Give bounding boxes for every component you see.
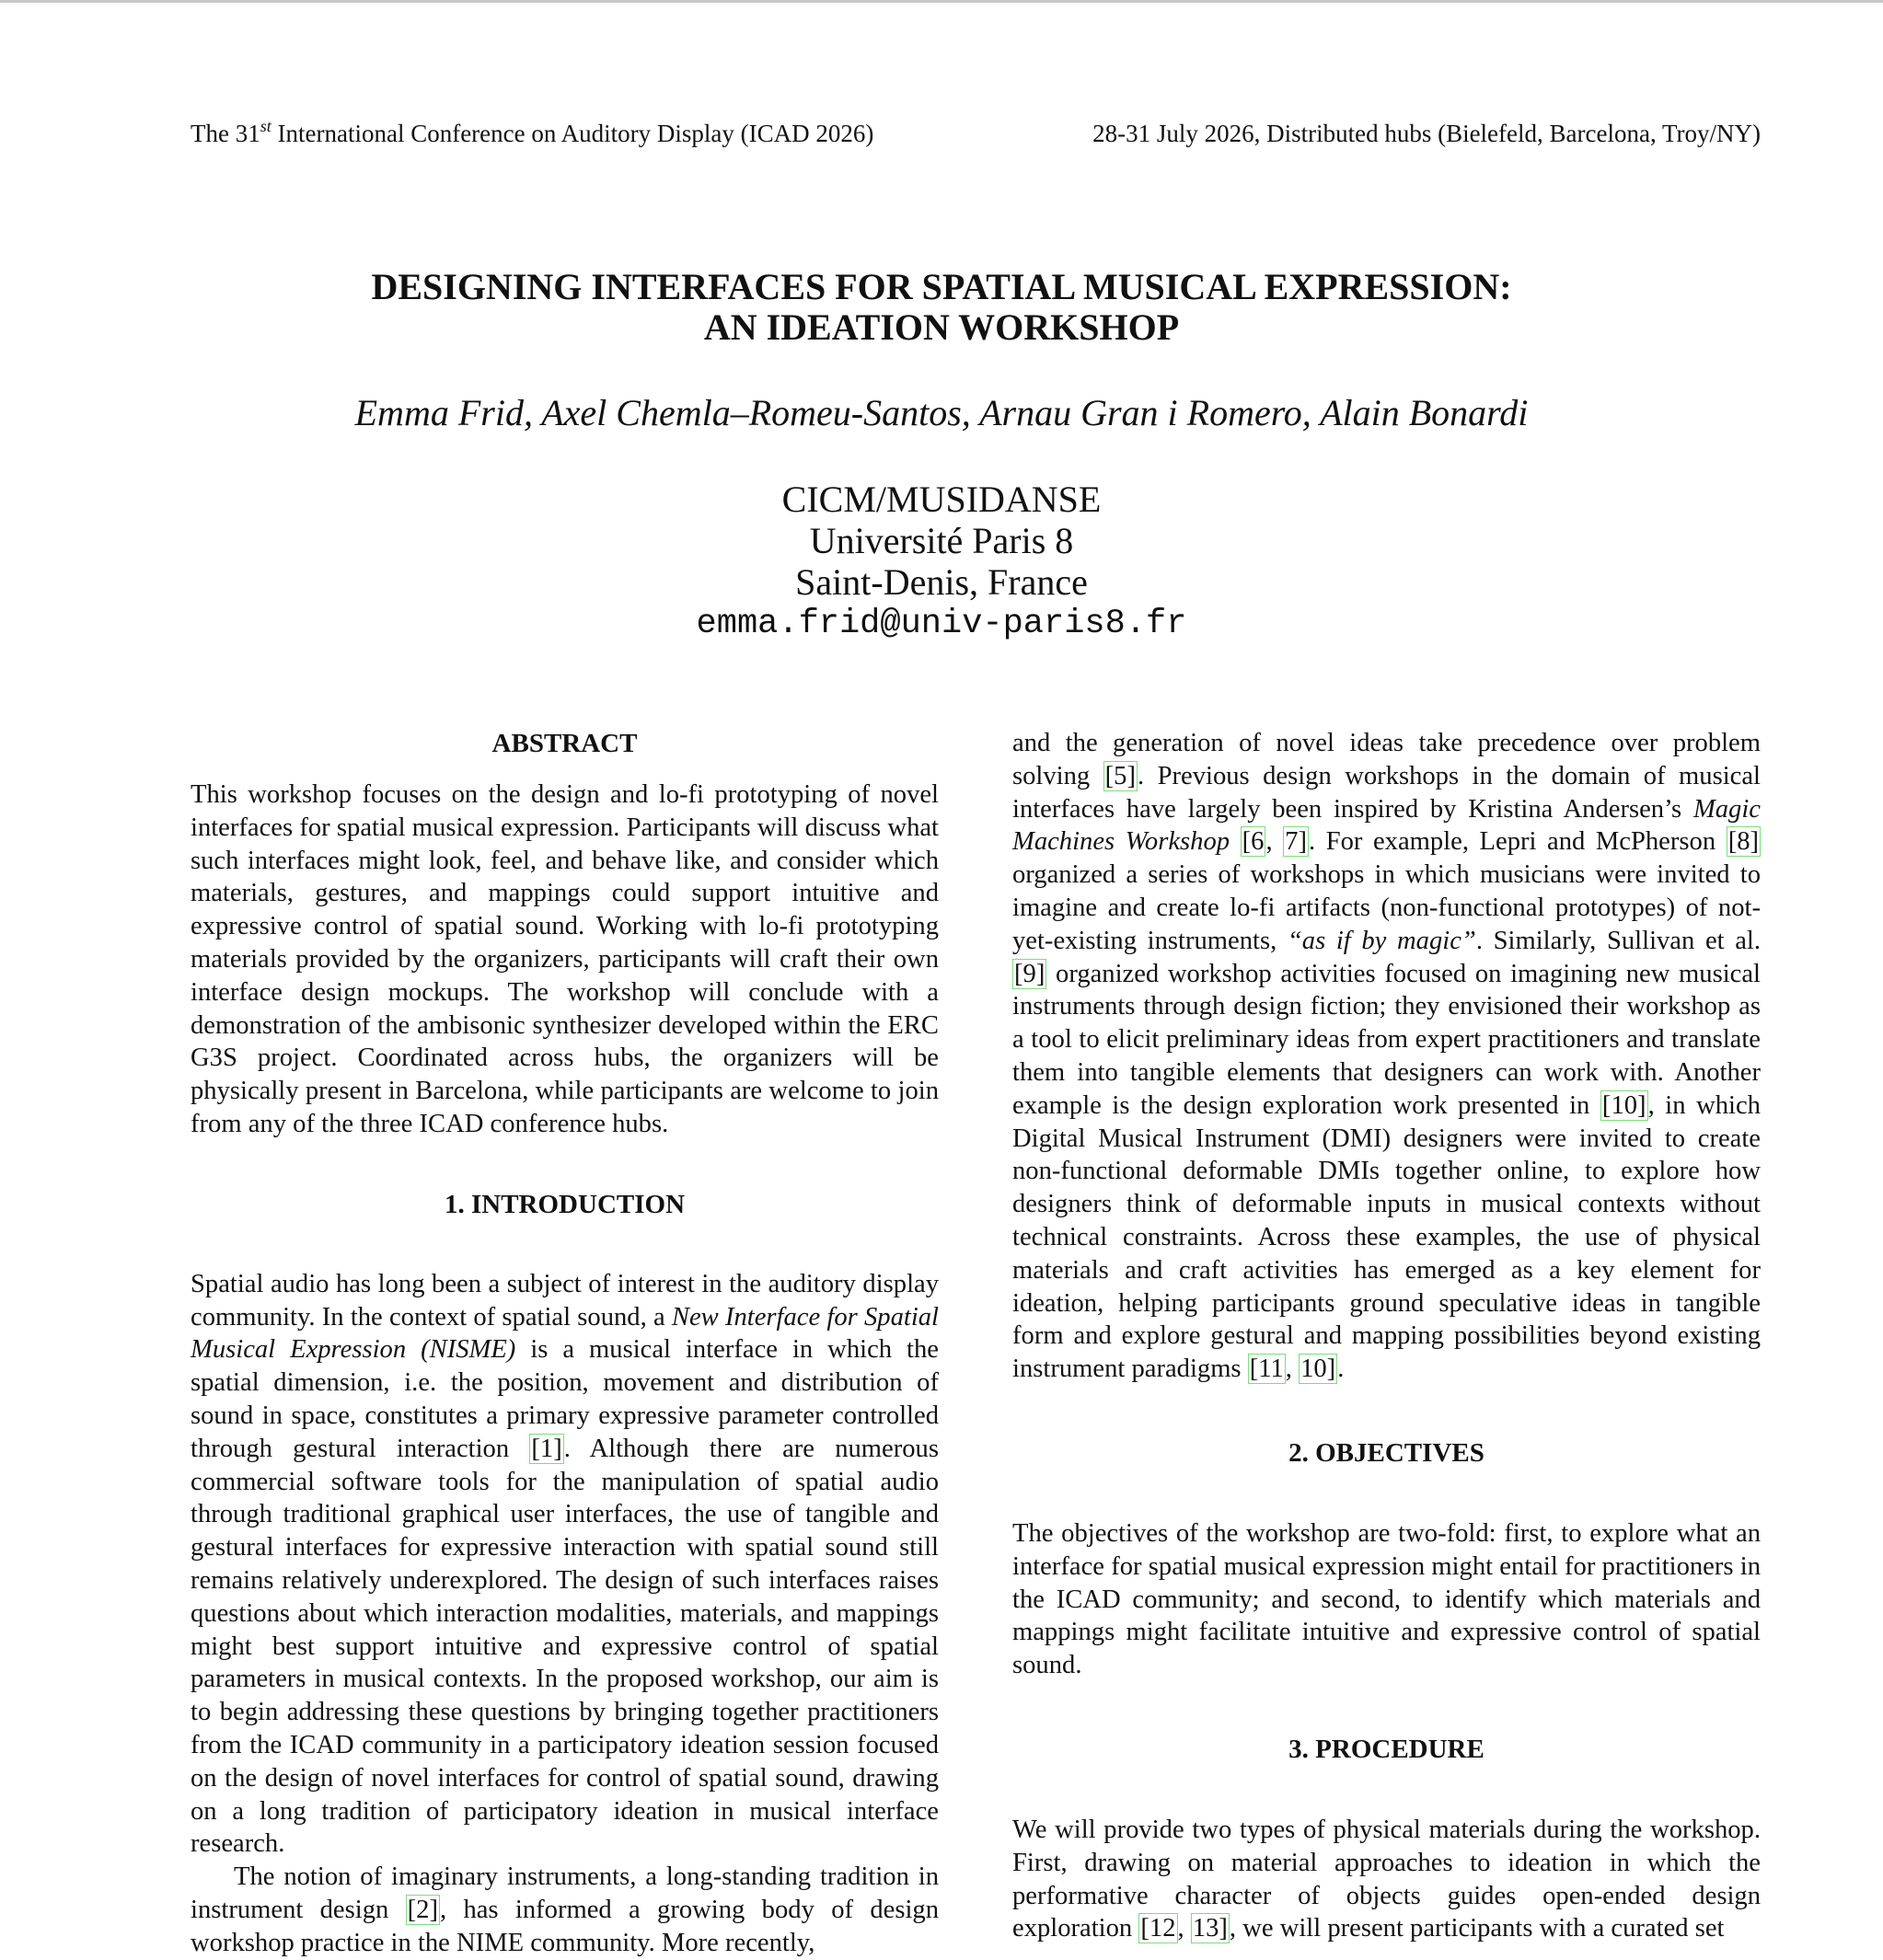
contact-email: emma.frid@univ-paris8.fr [696,605,1187,643]
introduction-paragraph-1: Spatial audio has long been a subject of interest in the auditory display community. In the context of spatial sound, a New Interface for Spatial Musical Expression (NISME) is a musical interface in which the spatial dimension, i.e. the position, movement and distribution of sound in space, constitutes a primary expressive parameter controlled through gestural interaction [1]. Although there are numerous commercial software tools for the manipulation of spatial audio through traditional graphical user interfaces, the use of tangible and gestural interfaces for expressive interaction with spatial sound still remains relatively underexplored. The design of such interfaces raises questions about which interaction modalities, materials, and mappings might best support intuitive and expressive control of spatial parameters in musical contexts. In the proposed workshop, our aim is to begin addressing these questions by bringing together practitioners from the ICAD community in a participatory ideation session focused on the design of novel interfaces for control of spatial sound, drawing on a long tradition of participatory ideation in musical interface research. [191,1269,939,1859]
citation-link[interactable]: [11 [1249,1355,1284,1384]
introduction-paragraph-2: The notion of imaginary instruments, a long-standing tradition in instrument design [2], has informed a growing body of design workshop practice in the NIME community. More recently, [191,1862,939,1957]
citation-link[interactable]: [2] [407,1895,438,1924]
affiliation-lab: CICM/MUSIDANSE [781,478,1102,520]
running-header-dates: 28-31 July 2026, Distributed hubs (Bielefeld, Barcelona, Troy/NY) [1092,120,1761,147]
header-conference-name: International Conference on Auditory Display (ICAD 2026) [271,120,874,147]
abstract-text: This workshop focuses on the design and lo-fi prototyping of novel interfaces for spatial musical expression. Participants will discuss what such interfaces might look, feel, and behave like, and consider which materials, gestures, and mappings could support intuitive and expressive control of spatial sound. Working with lo-fi prototyping materials provided by the organizers, participants will craft their own interface design mockups. The workshop will conclude with a demonstration of the ambisonic synthesizer developed within the ERC G3S project. Coordinated across hubs, the organizers will be physically present in Barcelona, while participants are welcome to join from any of the three ICAD conference hubs. [191,780,939,1138]
introduction-heading: 1. INTRODUCTION [444,1189,686,1219]
magic-machines-title: Magic Machines Workshop [1012,794,1761,857]
title-line-2: AN IDEATION WORKSHOP [703,306,1180,348]
citation-link[interactable]: [10] [1601,1090,1646,1120]
nisme-term: New Interface for Spatial Musical Expression (NISME) [191,1302,939,1365]
objectives-text: The objectives of the workshop are two-fold: first, to explore what an interface for spatial musical expression might entail for practitioners in the ICAD community; and second, to identify which materials and mappings might facilitate intuitive and expressive control of spatial sound. [1012,1518,1761,1680]
citation-link[interactable]: [12 [1140,1914,1176,1943]
affiliation-university: Université Paris 8 [809,520,1074,561]
abstract-heading: ABSTRACT [491,729,638,758]
author-list: Emma Frid, Axel Chemla–Romeu-Santos, Arnau Gran i Romero, Alain Bonardi [354,392,1529,433]
citation-link[interactable]: [5] [1104,761,1136,790]
page-top-border [0,0,1883,3]
affiliation-block [0,478,1883,645]
citation-link[interactable]: 10] [1300,1355,1336,1384]
citation-link[interactable]: 13] [1192,1914,1228,1943]
citation-link[interactable]: 7] [1285,827,1307,857]
citation-link[interactable]: [8] [1727,827,1760,857]
right-column [1012,727,1761,1945]
procedure-heading: 3. PROCEDURE [1288,1734,1484,1764]
objectives-heading: 2. OBJECTIVES [1288,1437,1484,1468]
as-if-by-magic-quote: “as if by magic” [1287,926,1476,955]
left-column [191,727,939,1960]
affiliation-location: Saint-Denis, France [795,561,1088,603]
citation-link[interactable]: [1] [531,1434,562,1463]
header-conference-prefix: The 31 [191,120,260,147]
citation-link[interactable]: [9] [1014,959,1045,988]
paper-title [0,267,1883,348]
citation-link[interactable]: [6 [1242,827,1265,857]
procedure-text: We will provide two types of physical materials during the workshop. First, drawing on material approaches to ideation in which the performative character of objects guides open-ended design exploration [12, 13], we will present participants with a curated set [1012,1815,1761,1943]
introduction-continuation: and the generation of novel ideas take precedence over problem solving [5]. Previous design workshops in the domain of musical interfaces have largely been inspired by Kristina Andersen’s Magic Machines Workshop [6, 7]. For example, Lepri and McPherson [8] organized a series of workshops in which musicians were invited to imagine and create lo-fi artifacts (non-functional prototypes) of not-yet-existing instruments, “as if by magic”. Similarly, Sullivan et al. [9] organized workshop activities focused on imagining new musical instruments through design fiction; they envisioned their workshop as a tool to elicit preliminary ideas from expert practitioners and translate them into tangible elements that designers can work with. Another example is the design exploration work presented in [10], in which Digital Musical Instrument (DMI) designers were invited to create non-functional deformable DMIs together online, to explore how designers think of deformable inputs in musical contexts without technical constraints. Across these examples, the use of physical materials and craft activities has emerged as a key element for ideation, helping participants ground speculative ideas in tangible form and explore gestural and mapping possibilities beyond existing instrument paradigms [11, 10]. [1012,729,1762,1384]
header-ordinal-suffix: st [260,117,271,135]
title-line-1: DESIGNING INTERFACES FOR SPATIAL MUSICAL EXPRESSION: [371,266,1512,307]
running-header-conference [191,117,873,150]
